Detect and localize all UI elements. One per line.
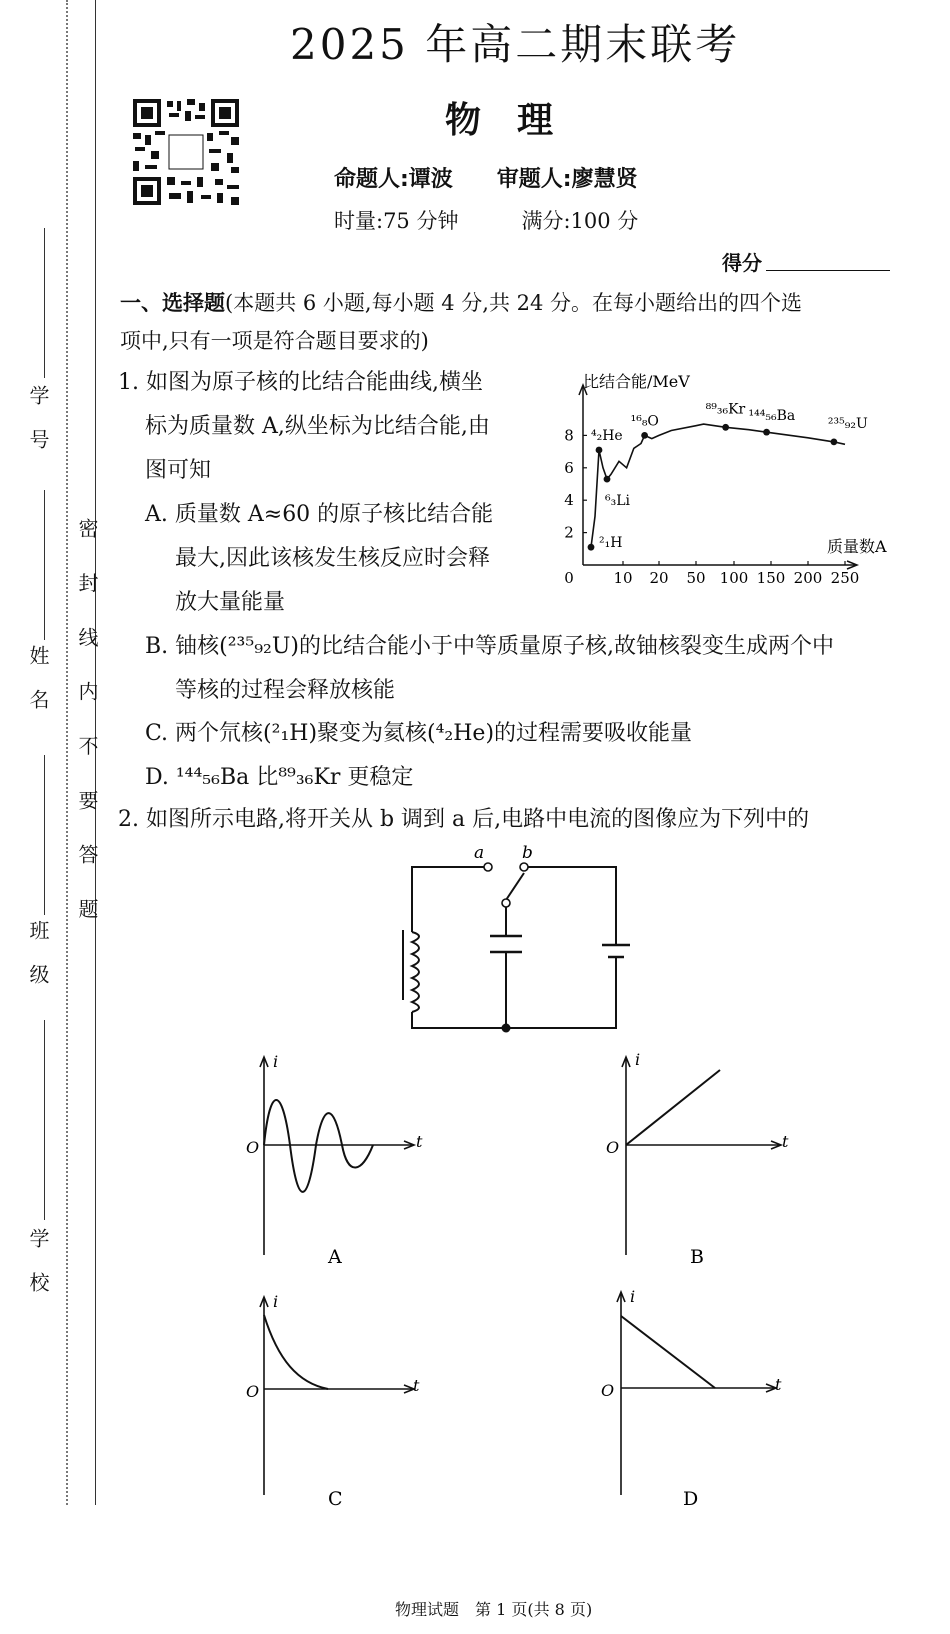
page-footer: 物理试题 第 1 页(共 8 页) bbox=[395, 1600, 593, 1619]
q1-stem-line1: 1. 如图为原子核的比结合能曲线,横坐 bbox=[118, 370, 483, 395]
chart-y-tick-label: 4 bbox=[564, 491, 574, 510]
student-id-underline bbox=[44, 228, 45, 378]
qr-code[interactable] bbox=[131, 97, 241, 207]
graph-a-origin: O bbox=[246, 1138, 260, 1157]
graph-option-a[interactable] bbox=[238, 1045, 428, 1275]
chart-point bbox=[604, 476, 611, 483]
chart-x-tick-label: 0 bbox=[564, 569, 574, 587]
chart-point bbox=[831, 438, 838, 445]
student-id-label: 学 号 bbox=[26, 385, 50, 451]
chart-x-tick-label: 50 bbox=[686, 569, 706, 587]
chart-ylabel: 比结合能/MeV bbox=[583, 372, 690, 391]
graph-c-axis-i: i bbox=[273, 1292, 279, 1311]
section-heading-row bbox=[120, 287, 802, 320]
score-blank[interactable] bbox=[766, 270, 890, 271]
graph-d-origin: O bbox=[601, 1381, 615, 1400]
chart-x-tick-label: 100 bbox=[719, 569, 749, 587]
switch-label-a: a bbox=[474, 843, 485, 863]
q1-stem-line2: 标为质量数 A,纵坐标为比结合能,由 bbox=[145, 414, 490, 439]
q1-option-d[interactable]: D. ¹⁴⁴₅₆Ba 比⁸⁹₃₆Kr 更稳定 bbox=[145, 765, 414, 790]
school-label: 学 校 bbox=[26, 1228, 50, 1294]
section-heading: 一、选择题 bbox=[120, 291, 225, 315]
q1-option-a-line1[interactable]: A. 质量数 A≈60 的原子核比结合能 bbox=[145, 502, 494, 527]
qr-code-graphic bbox=[131, 97, 241, 207]
q2-stem: 2. 如图所示电路,将开关从 b 调到 a 后,电路中电流的图像应为下列中的 bbox=[118, 807, 810, 832]
exponential-decay-curve bbox=[264, 1315, 328, 1389]
binding-energy-chart bbox=[555, 365, 900, 590]
chart-x-tick-label: 150 bbox=[756, 569, 786, 587]
chart-point-label: ⁶₃Li bbox=[605, 493, 630, 510]
chart-y-tick-label: 8 bbox=[564, 426, 574, 445]
time-line: 时量:75 分钟 满分:100 分 bbox=[334, 209, 639, 233]
chart-point bbox=[641, 432, 648, 439]
q1-option-b-line1[interactable]: B. 铀核(²³⁵₉₂U)的比结合能小于中等质量原子核,故铀核裂变生成两个中 bbox=[145, 634, 834, 659]
graph-d-axis-t: t bbox=[775, 1375, 782, 1394]
switch-pivot bbox=[502, 899, 510, 907]
graph-c-origin: O bbox=[246, 1382, 260, 1401]
junction-dot bbox=[502, 1024, 511, 1033]
linear-decrease-line bbox=[621, 1316, 715, 1388]
chart-x-tick-label: 10 bbox=[613, 569, 633, 587]
graph-option-d[interactable] bbox=[595, 1280, 795, 1515]
switch-contact-b[interactable] bbox=[520, 863, 528, 871]
graph-option-c[interactable] bbox=[238, 1285, 428, 1515]
q1-option-a-line3: 放大量能量 bbox=[175, 590, 286, 615]
inductor-coil bbox=[412, 932, 419, 1012]
graph-a-caption: A bbox=[328, 1246, 342, 1268]
class-label: 班 级 bbox=[26, 920, 50, 986]
subject-title: 物 理 bbox=[445, 100, 554, 141]
graph-b-origin: O bbox=[606, 1138, 620, 1157]
lc-circuit-diagram bbox=[390, 842, 640, 1042]
chart-point-label: ¹⁴⁴₅₆Ba bbox=[748, 408, 796, 425]
chart-point bbox=[722, 424, 729, 431]
section-instruction-1: (本题共 6 小题,每小题 4 分,共 24 分。在每小题给出的四个选 bbox=[225, 291, 803, 315]
graph-c-axis-t: t bbox=[413, 1376, 420, 1395]
author-line: 命题人:谭波 审题人:廖慧贤 bbox=[334, 167, 638, 192]
graph-a-axis-t: t bbox=[416, 1132, 423, 1151]
seal-notice: 密 封 线 内 不 要 答 题 bbox=[75, 518, 99, 933]
graph-b-axis-i: i bbox=[635, 1050, 641, 1069]
chart-point-label: ²³⁵₉₂U bbox=[827, 415, 868, 432]
q1-option-a-line2: 最大,因此该核发生核反应时会释 bbox=[175, 546, 490, 571]
name-underline bbox=[44, 490, 45, 640]
linear-increase-line bbox=[626, 1070, 720, 1145]
graph-d-axis-i: i bbox=[630, 1287, 636, 1306]
margin-dotted-line bbox=[66, 0, 68, 1505]
chart-point-label: ⁸⁹₃₆Kr bbox=[705, 401, 746, 418]
damped-oscillation-curve bbox=[264, 1100, 373, 1192]
graph-option-b[interactable] bbox=[600, 1045, 800, 1275]
school-underline bbox=[44, 1020, 45, 1220]
score-label: 得分 bbox=[722, 251, 762, 275]
graph-b-caption: B bbox=[690, 1246, 704, 1268]
switch-label-b: b bbox=[522, 843, 533, 863]
chart-xlabel: 质量数A bbox=[827, 537, 887, 556]
chart-point bbox=[763, 429, 770, 436]
chart-x-tick-label: 20 bbox=[649, 569, 669, 587]
chart-x-tick-label: 250 bbox=[830, 569, 860, 587]
chart-point-label: ¹⁶₈O bbox=[630, 413, 659, 430]
graph-d-caption: D bbox=[683, 1488, 699, 1510]
chart-x-tick-label: 200 bbox=[793, 569, 823, 587]
chart-point-label: ²₁H bbox=[599, 535, 623, 552]
q1-stem-line3: 图可知 bbox=[145, 458, 212, 483]
chart-curve bbox=[591, 424, 845, 547]
chart-y-tick-label: 2 bbox=[564, 523, 574, 542]
chart-point-label: ⁴₂He bbox=[591, 427, 623, 444]
chart-y-tick-label: 6 bbox=[564, 458, 574, 477]
exam-title: 2025 年高二期末联考 bbox=[290, 20, 741, 69]
q1-option-c[interactable]: C. 两个氘核(²₁H)聚变为氦核(⁴₂He)的过程需要吸收能量 bbox=[145, 721, 693, 746]
class-underline bbox=[44, 755, 45, 915]
graph-c-caption: C bbox=[328, 1488, 343, 1510]
switch-contact-a[interactable] bbox=[484, 863, 492, 871]
chart-point bbox=[596, 447, 603, 454]
graph-a-axis-i: i bbox=[273, 1052, 279, 1071]
section-instruction-2: 项中,只有一项是符合题目要求的) bbox=[120, 329, 429, 353]
q1-option-b-line2: 等核的过程会释放核能 bbox=[175, 678, 396, 703]
graph-b-axis-t: t bbox=[782, 1132, 789, 1151]
name-label: 姓 名 bbox=[26, 645, 50, 711]
chart-point bbox=[588, 544, 595, 551]
